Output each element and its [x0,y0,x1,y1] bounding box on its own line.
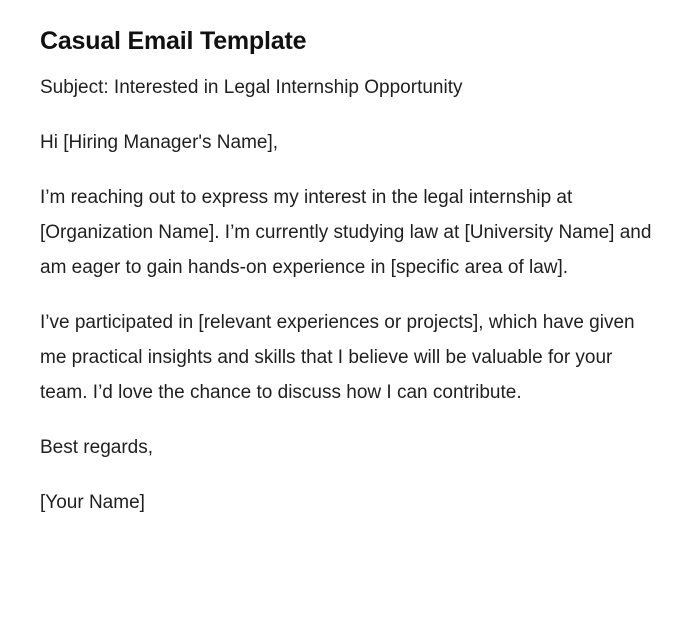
document-title: Casual Email Template [40,27,307,55]
email-signature: [Your Name] [40,492,145,513]
email-subject-line: Subject: Interested in Legal Internship Opportunity [40,77,463,98]
email-body-paragraph-1: I’m reaching out to express my interest in the legal internship at [Organization Name]. I’m currently studying law at [University Name] and am eager to gain hands-on experience in [specific area of law]. [40,187,652,278]
email-body-paragraph-2: I’ve participated in [relevant experiences or projects], which have given me practical insights and skills that I believe will be valuable for your team. I’d love the chance to discuss how I can contribute. [40,312,635,403]
email-greeting: Hi [Hiring Manager's Name], [40,132,279,153]
email-closing: Best regards, [40,437,153,458]
